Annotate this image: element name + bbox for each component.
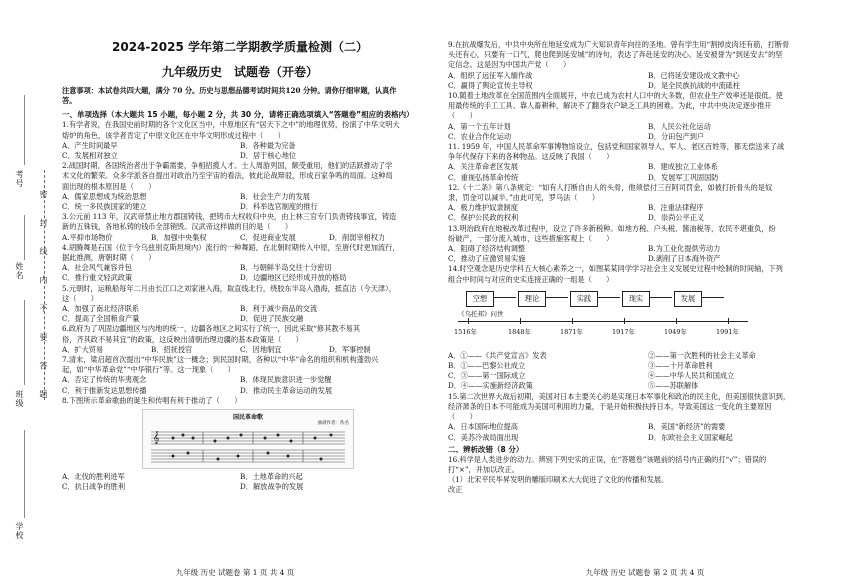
name-label: 姓名 <box>15 262 24 280</box>
option: B．已将延安建设成文教中心 <box>648 70 740 80</box>
arrow-right-icon <box>598 297 620 298</box>
question-9 <box>448 40 848 91</box>
section-2-heading: 二、辨析改错（8 分） <box>448 444 524 454</box>
option: B．注重法律程序 <box>648 203 704 213</box>
question-text: 用最传统的手工工具、靠人畜耕种，解决不了翻身农户缺乏工具的困难。为此，中共中央决定逐步推开 <box>448 101 772 111</box>
option: B．利于减少商品的交流 <box>240 304 318 314</box>
timeline-tick <box>468 318 469 324</box>
option: B．人民公社化运动 <box>648 121 711 131</box>
option: A．北伐的胜利进军 <box>62 472 125 482</box>
timeline-tick <box>676 318 677 324</box>
page-2 <box>430 0 860 584</box>
arrow-right-icon <box>650 297 672 298</box>
option: C．提高了全国粮食产量 <box>62 314 140 324</box>
option: A.平抑市场物价 <box>62 232 113 242</box>
notice-line-2: 答。 <box>62 96 77 106</box>
question-text: 纷破产，一部分流入城市，这些措施客观上（ ） <box>448 233 614 243</box>
question-text: 打“×”，并加以改正。 <box>448 464 519 474</box>
question-16 <box>448 455 848 496</box>
option: C．推动了应激贸易实施 <box>448 254 526 264</box>
question-2 <box>62 161 418 212</box>
timeline-tick <box>572 318 573 324</box>
question-text: 经济萧条的日本不可能成为美国可利用的力量，于是开始积极扶持日本，导致美国这一变化的主要原因 <box>448 401 772 411</box>
question-text: 8.下图所示革命歌曲的诞生和传唱有利于推动了（ ） <box>62 395 242 405</box>
question-text: 俗，齐其政不易其宜”的政策，这反映出清朝治理边疆的基本政策是（ ） <box>62 334 303 344</box>
question-13 <box>448 224 848 265</box>
option: ⑤——苏联解体 <box>648 381 699 391</box>
question-text: 面出现的根本原因是（ ） <box>62 181 156 191</box>
page-footer: 九年级 历史 试题卷 第 1 页 共 4 页 <box>175 568 295 577</box>
notice-line-1: 注意事项：本试卷共四大题，满分 70 分。历史与思想品德考试时间共120 分钟。请你仔细审题，认真作 <box>62 86 397 95</box>
seal-text: 密 封 线 内 不 要 答 题 <box>39 190 48 407</box>
question-text: 这（ ） <box>62 293 98 303</box>
question-text: 隶，罚金可以减半。”由此可见，罗马法（ ） <box>448 193 600 203</box>
option: A．阻碍了经济结构调整 <box>448 244 526 254</box>
question-text: 16.科学是人类进步的动力。辨别下列史实的正误，在“答题卷”该题前的括号内正确的打“√”；错误的 <box>448 454 767 464</box>
question-text: 新的五铢钱，各地私铸的钱币全部销毁。汉武帝这样做的目的是（ ） <box>62 222 293 232</box>
option: B．体现民族意识进一步觉醒 <box>240 375 332 385</box>
question-text: 15.第二次世界大战后初期，美国对日本主要关心的是实现日本军事化和政治的民主化，但美国很快意识到， <box>448 391 791 401</box>
question-3 <box>62 212 418 243</box>
option: C．抗日战争的胜利 <box>62 482 126 492</box>
arrow-right-icon <box>494 297 516 298</box>
option: C．促进商业发展 <box>240 232 296 242</box>
right-content <box>448 40 848 496</box>
question-text: 5.元朝时，运粮船每年二月由长江口之刘家港入海，取直线北行，绕胶东半岛入渤海，抵直沽（今天津）， <box>62 283 396 293</box>
option: A．①——《共产党宣言》发表 <box>448 350 547 360</box>
music-score-image <box>142 409 354 469</box>
timeline-year: 1991年 <box>716 327 740 336</box>
option: B．土地革命的兴起 <box>240 472 303 482</box>
question-text: 3.公元前 113 年，汉武帝禁止地方郡国铸钱，把铸币大权收归中央，由上林三官专门负责铸钱事宜，铸造 <box>62 212 397 222</box>
option: C．保护公民政的权利 <box>448 213 519 223</box>
option: A．组织了远征军入缅作战 <box>448 70 533 80</box>
option: C．美苏冷战局面出现 <box>448 432 519 442</box>
question-text: 组合中时间与对应的史实连接正确的一组是（ ） <box>448 274 614 284</box>
option: B．招抚授官 <box>151 344 193 354</box>
question-text: 13.明治政府在地税改革过程中，设立了许多新税种。如地方税、户头税、酱油税等，农民不堪重负，纷 <box>448 223 776 233</box>
page-footer: 九年级 历史 试题卷 第 2 页 共 4 页 <box>585 568 705 577</box>
timeline-tick <box>624 318 625 324</box>
option: C．③——第一国际成立 <box>448 371 526 381</box>
left-content <box>62 36 418 493</box>
timeline-box: 发展 <box>674 291 702 307</box>
option: D．促进了民族交融 <box>240 314 304 324</box>
question-text: 14.时空观念是历史学科五大核心素养之一，如图某某同学学习社会主义发展史过程中绘制的时间轴，下列 <box>448 264 783 274</box>
option: A．第一个五年计划 <box>448 121 511 131</box>
option: D．分田包产到户 <box>648 131 705 141</box>
option: A．社会风气兼容并包 <box>62 263 132 273</box>
timeline-year: 1848年 <box>508 327 532 336</box>
option: ②——第一次胜利的社会主义革命 <box>648 350 756 360</box>
option: A．极力维护奴隶制度 <box>448 203 518 213</box>
class-line <box>24 300 25 385</box>
timeline-note: 《乌托邦》问世 <box>458 309 504 318</box>
option: ④——中华人民共和国成立 <box>648 371 735 381</box>
question-text: 熔炉的角色，该学者肯定了中原文化区在中华文明形成过程中（ ） <box>62 130 285 140</box>
option: B．各种最为完备 <box>240 140 296 150</box>
option: D．削弱宰相权力 <box>329 232 386 242</box>
arrow-right-icon <box>702 297 724 298</box>
option: B．美国“新经济”的需要 <box>648 422 726 432</box>
question-text: 1.有学者说，在我国史前时期的各个文化区当中，中原地区有“居天下之中”的地理优势，扮演了中华文明大 <box>62 120 400 130</box>
timeline-box: 现实 <box>622 291 650 307</box>
option: B．与朝鲜半岛交往十分密切 <box>240 263 332 273</box>
timeline-year: 1917年 <box>612 327 636 336</box>
question-5 <box>62 284 418 325</box>
option: D.剥削了日本海外资产 <box>648 254 721 264</box>
option: A．日本国际地位提高 <box>448 422 518 432</box>
option: D．是全民族抗战的中流砥柱 <box>648 80 741 90</box>
option: C．利于推新发达思想传播 <box>62 385 147 395</box>
question-text: 定信念。这是因为中国共产党（ ） <box>448 60 571 70</box>
option: D．军事控制 <box>329 344 371 354</box>
option: C．推行重文轻武政策 <box>62 273 133 283</box>
exam-number-label: 考号 <box>15 170 24 188</box>
exam-subtitle: 九年级历史 试题卷（开卷） <box>161 65 318 79</box>
question-text: 头还有心，只要有一口气，爬也爬到延安城”的诗句，表达了奔赴延安的决心。延安被誉为“到延安去”的坚 <box>448 50 783 60</box>
option: C．农业合作化运动 <box>448 131 512 141</box>
timeline-tick <box>520 318 521 324</box>
option: C．因地制宜 <box>240 344 282 354</box>
option: D．推动民主革命运动的发展 <box>240 385 333 395</box>
timeline-axis <box>458 321 748 322</box>
timeline-tick <box>728 318 729 324</box>
question-text: 9.在抗战爆发后，中共中央所在地延安成为广大知识青年向往的圣地。曾有学生用“割掉皮肉还有筋，打断骨 <box>448 40 790 49</box>
option: A．关注革命老区发展 <box>448 162 518 172</box>
question-text: （ ） <box>448 412 477 422</box>
timeline-box: 空想 <box>466 291 494 307</box>
question-11 <box>448 142 848 183</box>
question-12 <box>448 183 848 224</box>
option: C．赢得了舆论宣传主导权 <box>448 80 533 90</box>
timeline-year: 1516年 <box>454 327 478 336</box>
question-6 <box>62 324 418 355</box>
option: C．发展相对独立 <box>62 151 118 161</box>
option: B．加强中央集权 <box>151 232 207 242</box>
school-line <box>24 430 25 518</box>
timeline-box: 实践 <box>570 291 598 307</box>
option: B．社会生产力的发展 <box>240 191 310 201</box>
timeline-box: 理论 <box>518 291 546 307</box>
question-text: 4.胡腾舞是石国（位于今乌兹别克斯坦境内）流行的一种舞蹈，在北朝时期传入中原，至唐代时更加流行， <box>62 242 400 252</box>
section-1-heading: 一、单项选择（本大题共 15 小题，每小题 2 分，共 30 分，请将正确选项填入“答题卷”相应的表格内） <box>62 110 414 120</box>
option: ③——十月革命胜利 <box>648 361 713 371</box>
binding-margin <box>0 0 58 584</box>
question-1 <box>62 120 418 161</box>
question-subitem: （1）北宋平民毕昇发明的雕版印刷术大大促进了文化的传播和发展。 <box>448 475 669 485</box>
correction-label: 改正 <box>448 485 463 495</box>
option: A．扩大贸易 <box>62 344 104 354</box>
option: C．重视弘扬革命传统 <box>448 172 519 182</box>
option: D．崇尚公平正义 <box>648 213 705 223</box>
option: A．加强了南北经济联系 <box>62 304 140 314</box>
question-text: 争年代保存下来的各种物品。这反映了我国（ ） <box>448 152 614 162</box>
option: A．否定了传统的华夷观念 <box>62 375 147 385</box>
question-text: 2.战国时期，各国统治者出于争霸需要，争相招揽人才。士人周游列国，颇受重用，他们的活跃推动了学 <box>62 161 393 171</box>
question-14 <box>448 264 848 391</box>
option: D．居于核心地位 <box>240 151 297 161</box>
option: A．儒家思想成为统治思想 <box>62 191 147 201</box>
question-15 <box>448 392 848 443</box>
question-text: 起，如“中华革命党”“中华银行”等。这一现象（ ） <box>62 365 235 375</box>
score-credit: 曲谱作者：佚名 <box>317 421 349 427</box>
option: D．解放战争的发展 <box>240 482 304 492</box>
question-text: 6.政府为了巩固边疆地区与内地的统一，边疆各地区之间实行了统一，因此采取“修其教不易其 <box>62 324 361 334</box>
question-10 <box>448 91 848 142</box>
question-text: 10.随着土地改革在全国范围内全面展开，中农已成为农村人口中的大多数，但农业生产效率还是很低。使 <box>448 91 783 101</box>
option: C．统一多民族国家的建立 <box>62 202 147 212</box>
question-text: 12.《十二条》第八条规定：“如有人打断自由人的头骨，他须偿付三百阿司罚金，如被打折骨头的是奴 <box>448 182 773 192</box>
arrow-right-icon <box>546 297 568 298</box>
question-text: （ ） <box>448 111 477 121</box>
option: D．④——实施新经济政策 <box>448 381 533 391</box>
question-7 <box>62 355 418 396</box>
question-text: 7.清末，梁启超首次提出“中华民族”这一概念；到民国时期，各种以“中华”命名的组织和机构蓬勃兴 <box>62 355 379 365</box>
school-label: 学校 <box>15 522 24 540</box>
socialism-timeline <box>448 287 848 347</box>
question-8 <box>62 396 418 493</box>
song-title: 国民革命歌 <box>232 414 263 422</box>
question-text: 11. 1959 年，中国人民革命军事博物馆设立，包括党和国家领导人、军人、老区百姓等，都无偿送来了战 <box>448 142 785 152</box>
option: A．产生时间最早 <box>62 140 118 150</box>
question-text: 据此推测，唐朝时期（ ） <box>62 253 156 263</box>
option: B．①——巴黎公社成立 <box>448 361 526 371</box>
exam-number-line <box>24 95 25 165</box>
option: B．建成独立工业体系 <box>648 162 718 172</box>
option: D．科举选官制度的推行 <box>240 202 318 212</box>
option: D．发展军工巩固国防 <box>648 172 719 182</box>
question-text: 术文化的繁荣。众多学派各自提出对政治乃至宇宙的看法，彼此论战辩驳，形成百家争鸣的局面。这种局 <box>62 171 393 181</box>
timeline-year: 1871年 <box>560 327 584 336</box>
timeline-year: 1949年 <box>664 327 688 336</box>
class-label: 班级 <box>15 390 24 408</box>
option: D．东欧社会主义国家崛起 <box>648 432 733 442</box>
name-line <box>24 215 25 260</box>
option: D．边疆地区已经形成开放的格局 <box>240 273 347 283</box>
svg-text:𝄞: 𝄞 <box>153 431 160 445</box>
exam-title: 2024-2025 学年第二学期教学质量检测（二） <box>112 40 368 54</box>
question-4 <box>62 243 418 284</box>
option: B.为工业化提供劳动力 <box>648 244 721 254</box>
